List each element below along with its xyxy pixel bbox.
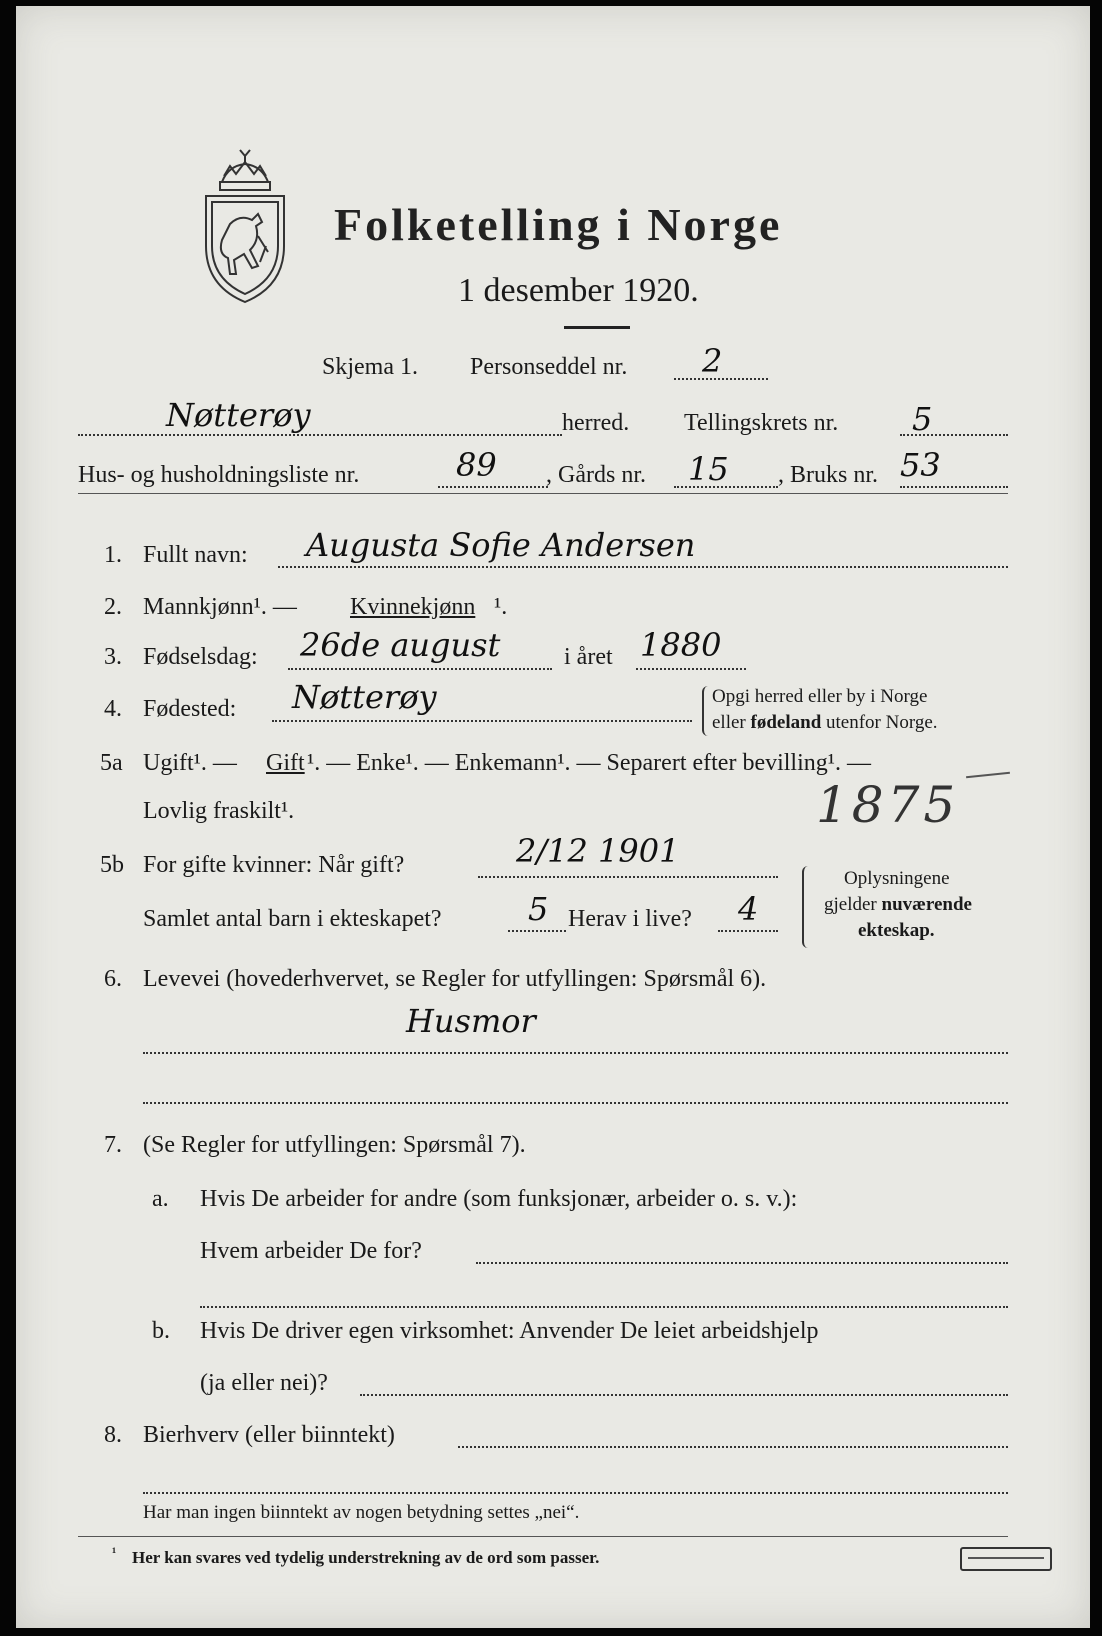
q7-number: 7.: [104, 1132, 122, 1158]
q5b-live-label: Herav i live?: [568, 906, 692, 932]
q6-label: Levevei (hovederhvervet, se Regler for utfyllingen: Spørsmål 6).: [143, 966, 767, 992]
tellingskrets-label: Tellingskrets nr.: [684, 410, 839, 436]
husliste-field-line: [438, 486, 548, 488]
printer-stamp: [960, 1547, 1052, 1571]
q7-label: (Se Regler for utfyllingen: Spørsmål 7).: [143, 1132, 526, 1158]
q5a-gift-underlined: Gift: [266, 750, 305, 776]
q6-field-line2: [143, 1102, 1008, 1104]
q5a-ugift: Ugift¹. —: [143, 750, 237, 776]
tellingskrets-value: 5: [912, 400, 933, 438]
children-alive-value: 4: [738, 890, 759, 928]
q2-mannkjonn: Mannkjønn¹. —: [143, 594, 297, 620]
q5b-note-line3: ekteskap.: [858, 920, 935, 941]
q4-field-line: [272, 720, 692, 722]
herred-field-line: [78, 434, 562, 436]
census-date: 1 desember 1920.: [458, 272, 699, 309]
q8-field-line2: [143, 1492, 1008, 1494]
title-divider: [564, 326, 630, 329]
q4-note-line2: eller fødeland utenfor Norge.: [712, 712, 938, 733]
q3-label: Fødselsdag:: [143, 644, 258, 670]
footnote-mark: ¹: [112, 1546, 117, 1561]
q2-kvinnekjonn-underlined: Kvinnekjønn: [350, 594, 476, 620]
bruks-value: 53: [900, 446, 941, 484]
q4-number: 4.: [104, 696, 122, 722]
q7b-letter: b.: [152, 1318, 170, 1344]
birthday-value: 26de august: [300, 626, 501, 664]
footnote-text: Her kan svares ved tydelig understrekning av de ord som passer.: [132, 1548, 600, 1567]
q7a-question: Hvem arbeider De for?: [200, 1238, 422, 1264]
q5b-label: For gifte kvinner: Når gift?: [143, 852, 405, 878]
q6-field-line1: [143, 1052, 1008, 1054]
personseddel-label: Personseddel nr.: [470, 354, 628, 380]
herred-value: Nøtterøy: [166, 396, 311, 434]
q2-number: 2.: [104, 594, 122, 620]
coat-of-arms-icon: [200, 146, 290, 306]
q5a-options: ¹. — Enke¹. — Enkemann¹. — Separert efter bevilling¹. —: [307, 750, 871, 776]
q7a-text: Hvis De arbeider for andre (som funksjonær, arbeider o. s. v.):: [200, 1186, 798, 1212]
q5b-brace: [802, 866, 812, 948]
husliste-value: 89: [456, 446, 497, 484]
gards-label: , Gårds nr.: [546, 462, 646, 488]
q7b-field-line: [360, 1394, 1008, 1396]
q1-label: Fullt navn:: [143, 542, 248, 568]
bruks-label: , Bruks nr.: [778, 462, 879, 488]
q3-year-field-line: [636, 668, 746, 670]
q8-number: 8.: [104, 1422, 122, 1448]
marriage-date-value: 2/12 1901: [516, 832, 680, 870]
margin-note-stroke: [966, 772, 1010, 779]
birth-year-value: 1880: [640, 626, 722, 664]
q5b-field-line: [478, 876, 778, 878]
q7b-text: Hvis De driver egen virksomhet: Anvender De leiet arbeidshjelp: [200, 1318, 819, 1344]
q4-label: Fødested:: [143, 696, 237, 722]
q3-number: 3.: [104, 644, 122, 670]
occupation-value: Husmor: [406, 1002, 536, 1040]
header-divider: [78, 493, 1008, 494]
q7a-field-line1: [476, 1262, 1008, 1264]
full-name-value: Augusta Sofie Andersen: [306, 526, 696, 564]
q3-year-label: i året: [564, 644, 613, 670]
census-form: [16, 6, 1090, 1628]
gards-value: 15: [688, 450, 729, 488]
q2-footnote-mark: ¹.: [494, 594, 508, 620]
q5a-number: 5a: [100, 750, 123, 776]
q6-number: 6.: [104, 966, 122, 992]
q5a-lovlig-fraskilt: Lovlig fraskilt¹.: [143, 798, 295, 824]
husliste-label: Hus- og husholdningsliste nr.: [78, 462, 360, 488]
q5b-note-line1: Oplysningene: [844, 868, 950, 889]
q8-field-line1: [458, 1446, 1008, 1448]
q8-label: Bierhverv (eller biinntekt): [143, 1422, 395, 1448]
q1-number: 1.: [104, 542, 122, 568]
personseddel-value: 2: [702, 342, 723, 380]
q4-note-line1: Opgi herred eller by i Norge: [712, 686, 928, 707]
herred-label: herred.: [562, 410, 630, 436]
q5b-barn-field-line: [508, 930, 566, 932]
q7b-question: (ja eller nei)?: [200, 1370, 328, 1396]
schema-label: Skjema 1.: [322, 354, 418, 380]
q5b-note-line2: gjelder nuværende: [824, 894, 972, 915]
form-title: Folketelling i Norge: [334, 199, 783, 250]
children-count-value: 5: [528, 890, 549, 928]
birthplace-value: Nøtterøy: [292, 678, 437, 716]
q5b-number: 5b: [100, 852, 124, 878]
q5b-barn-label: Samlet antal barn i ekteskapet?: [143, 906, 442, 932]
q8-note: Har man ingen biinntekt av nogen betydning settes „nei“.: [143, 1502, 580, 1523]
footnote-divider: [78, 1536, 1008, 1537]
q7a-field-line2: [200, 1306, 1008, 1308]
margin-note-year: 1875: [816, 776, 960, 834]
q5b-live-field-line: [718, 930, 778, 932]
q7a-letter: a.: [152, 1186, 169, 1212]
q3-field-line: [288, 668, 552, 670]
bruks-field-line: [900, 486, 1008, 488]
q1-field-line: [278, 566, 1008, 568]
q4-brace: [702, 686, 712, 736]
